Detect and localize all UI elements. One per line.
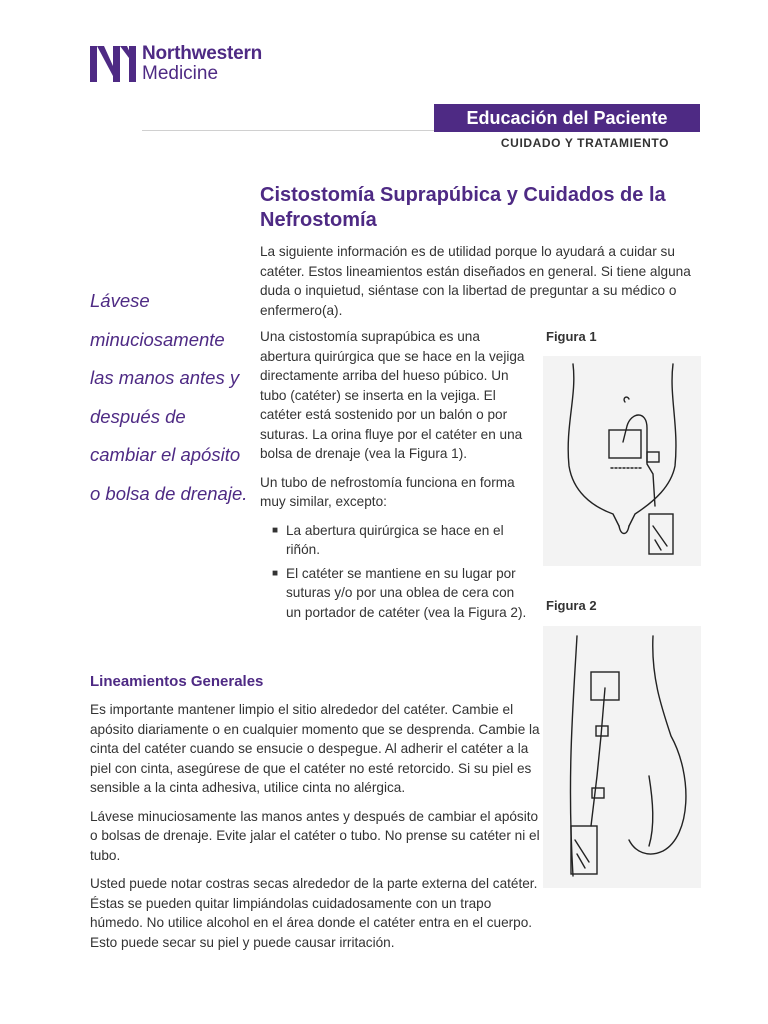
callout-quote: Lávese minuciosamente las manos antes y después de cambiar el apósito o bolsa de drenaje. — [90, 290, 248, 504]
figure-1-illustration — [543, 356, 701, 566]
figure-1-label: Figura 1 — [546, 329, 597, 344]
guidelines-paragraph-2: Lávese minuciosamente las manos antes y después de cambiar el apósito o bolsas de drenaje. Evite jalar el catéter o tubo. No prense su catéter ni el tubo. — [90, 808, 540, 863]
list-item: ■ La abertura quirúrgica se hace en el riñón. — [272, 522, 504, 557]
description-column — [260, 327, 532, 626]
description-paragraph-1: Una cistostomía suprapúbica es una abertura quirúrgica que se hace en la vejiga directamente arriba del hueso púbico. Un tubo (catéter) se inserta en la vejiga. El catéter está sostenido por un balón o por suturas. La orina fluye por el catéter en una bolsa de drenaje (vea la Figura 1). — [260, 329, 525, 461]
bullet-icon: ■ — [272, 567, 279, 579]
section-title: Lineamientos Generales — [90, 673, 264, 690]
page-title: Cistostomía Suprapúbica y Cuidados de la Nefrostomía — [260, 184, 666, 231]
header-subbanner: CUIDADO Y TRATAMIENTO — [500, 136, 670, 150]
guidelines-paragraph-1: Es importante mantener limpio el sitio alrededor del catéter. Cambie el apósito diariamente o en cualquier momento que se desprenda. Cambie la cinta del catéter cuando se ensucie o despegue. Al adherir el catéter a la piel con cinta, asegúrese de que el catéter no esté retorcido. Si su piel es sensible a la cinta adhesiva, utilice cinta no alérgica. — [90, 702, 540, 795]
guidelines-body — [90, 700, 540, 961]
intro-paragraph: La siguiente información es de utilidad porque lo ayudará a cuidar su catéter. Estos lineamientos están diseñados en general. Si tiene alguna duda o inquietud, siéntase con la libertad de preguntar a su médico o enfermero(a). — [260, 244, 691, 318]
figure-2-label: Figura 2 — [546, 598, 597, 613]
nm-logo-icon — [90, 46, 136, 82]
bullet-icon: ■ — [272, 524, 279, 536]
nephrostomy-tube-drawing-icon — [543, 626, 701, 888]
northwestern-medicine-logo — [90, 44, 262, 83]
description-paragraph-2: Un tubo de nefrostomía funciona en forma muy similar, excepto: — [260, 474, 515, 509]
figure-2-illustration — [543, 626, 701, 888]
logo-subname: Medicine — [142, 63, 219, 84]
logo-name: Northwestern — [142, 43, 263, 64]
suprapubic-catheter-drawing-icon — [543, 356, 701, 566]
exceptions-list — [260, 521, 532, 623]
header-banner: Educación del Paciente — [434, 104, 700, 132]
guidelines-paragraph-3: Usted puede notar costras secas alrededor de la parte externa del catéter. Éstas se pueden quitar limpiándolas cuidadosamente con un trapo húmedo. No utilice alcohol en el área donde el catéter entra en el cuerpo. Esto puede secar su piel y puede causar irritación. — [90, 876, 538, 950]
list-item: ■ El catéter se mantiene en su lugar por suturas y/o por una oblea de cera con un portador de catéter (vea la Figura 2). — [272, 565, 527, 620]
